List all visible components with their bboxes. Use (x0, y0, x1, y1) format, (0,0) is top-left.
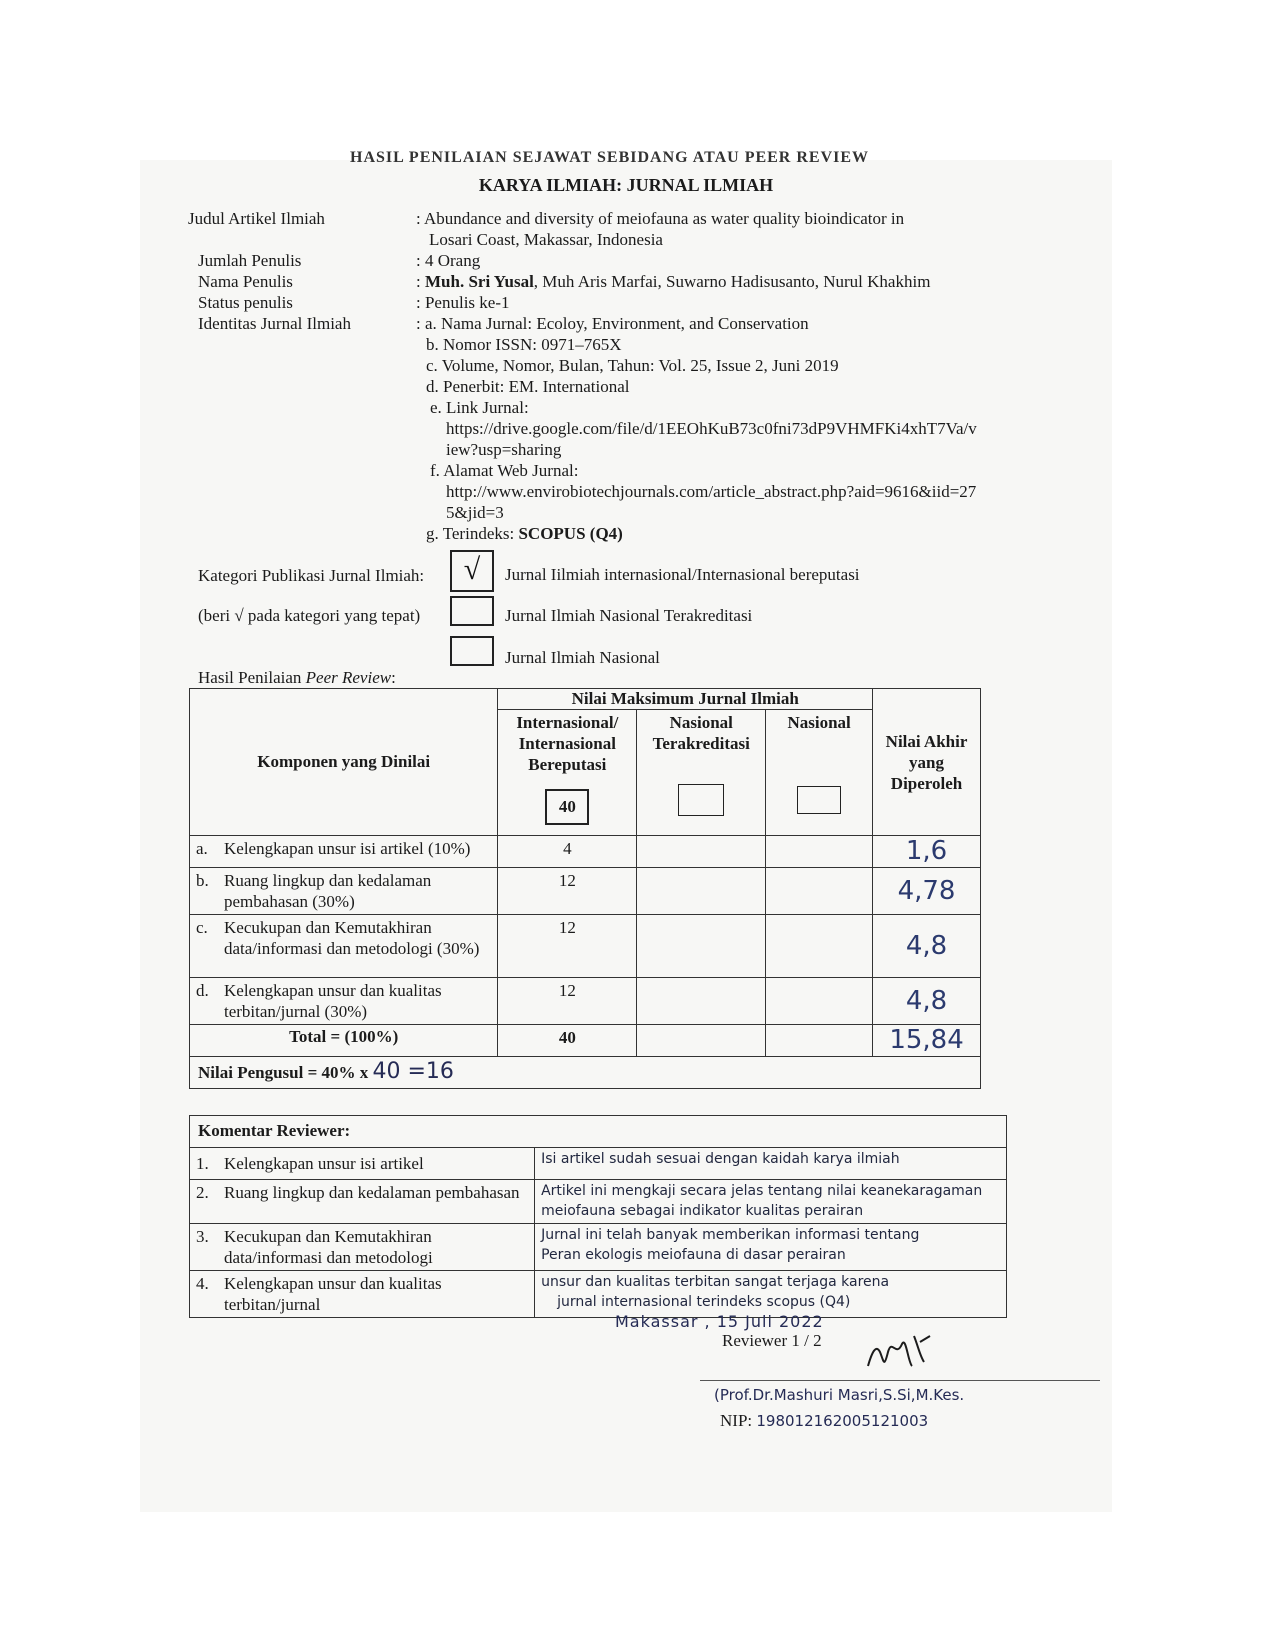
comment-table (189, 1115, 1007, 1318)
table-row: 4. Kelengkapan unsur dan kualitas terbitan/jurnal unsur dan kualitas terbitan sangat terjaga karena jurnal internasional terindeks scopus (Q4) (190, 1271, 1007, 1318)
col-natl-acc-label: Nasional Terakreditasi (652, 713, 750, 753)
col-max-header: Nilai Maksimum Jurnal Ilmiah (498, 689, 873, 710)
signature-line (700, 1380, 1100, 1381)
row-score: 4,8 (873, 978, 981, 1025)
row-max: 12 (498, 868, 637, 915)
intl-max-box: 40 (545, 789, 589, 825)
col-natl-acc-header (637, 710, 766, 836)
comment-text: Jurnal ini telah banyak memberikan informasi tentang (541, 1227, 920, 1243)
category-option-national: Jurnal Ilmiah Nasional (505, 648, 660, 667)
journal-link-label: e. Link Jurnal: (430, 398, 529, 417)
table-row: b. Ruang lingkup dan kedalaman pembahasan (30%) 12 4,78 (190, 868, 981, 915)
col-natl-label: Nasional (787, 713, 851, 732)
journal-link-url2: iew?usp=sharing (446, 440, 562, 459)
row-max: 12 (498, 915, 637, 978)
journal-volume: c. Volume, Nomor, Bulan, Tahun: Vol. 25, Issue 2, Juni 2019 (426, 356, 839, 375)
col-component-header: Komponen yang Dinilai (190, 689, 498, 836)
journal-issn: b. Nomor ISSN: 0971–765X (426, 335, 622, 354)
primary-author: Muh. Sri Yusal (424, 272, 534, 291)
peer-review-table (189, 688, 981, 1089)
table-row: c. Kecukupan dan Kemutakhiran data/informasi dan metodologi (30%) 12 4,8 (190, 915, 981, 978)
comment-text-line2: Peran ekologis meiofauna di dasar perairan (541, 1247, 846, 1263)
category-hint: (beri √ pada kategori yang tepat) (198, 606, 421, 625)
article-title-line2: Losari Coast, Makassar, Indonesia (429, 230, 663, 249)
journal-web-url2: 5&jid=3 (446, 503, 504, 522)
signature-icon (862, 1322, 942, 1382)
total-score: 15,84 (873, 1025, 981, 1057)
journal-name: : a. Nama Jurnal: Ecoloy, Environment, and Conservation (416, 314, 809, 333)
col-final-header: Nilai Akhir yang Diperoleh (873, 689, 981, 836)
category-checkbox-national-accredited[interactable] (450, 596, 494, 626)
col-natl-header (766, 710, 873, 836)
comment-text: Artikel ini mengkaji secara jelas tentang nilai keanekaragaman (541, 1183, 983, 1199)
category-label: Kategori Publikasi Jurnal Ilmiah: (198, 566, 425, 585)
col-intl-label: Internasional/ Internasional Bereputasi (516, 713, 619, 774)
comment-text: unsur dan kualitas terbitan sangat terjaga karena (541, 1274, 890, 1290)
total-row (190, 1025, 981, 1057)
journal-link-url1: https://drive.google.com/file/d/1EEOhKuB73c0fni73dP9VHMFKi4xhT7Va/v (446, 419, 977, 438)
reviewer-name: (Prof.Dr.Mashuri Masri,S.Si,M.Kes. (714, 1386, 965, 1404)
row-label: Ruang lingkup dan kedalaman pembahasan (30%) (224, 871, 432, 911)
comment-row-label: Ruang lingkup dan kedalaman pembahasan (224, 1183, 520, 1202)
row-score: 1,6 (873, 836, 981, 868)
comment-text-line2: jurnal internasional terindeks scopus (Q4) (557, 1294, 851, 1310)
nip-value: 198012162005121003 (756, 1412, 929, 1430)
index-value: SCOPUS (Q4) (518, 524, 623, 543)
pengusul-cell: Nilai Pengusul = 40% x 40 =16 (190, 1057, 981, 1089)
row-label: Kelengkapan unsur dan kualitas terbitan/jurnal (30%) (224, 981, 442, 1021)
peer-review-label: Hasil Penilaian Peer Review: (198, 668, 396, 687)
journal-web-label: f. Alamat Web Jurnal: (430, 461, 579, 480)
authors-count-label: Jumlah Penulis (198, 251, 302, 270)
col-intl-header (498, 710, 637, 836)
row-max: 4 (498, 836, 637, 868)
table-row: a. Kelengkapan unsur isi artikel (10%) 4 1,6 (190, 836, 981, 868)
category-option-national-accredited: Jurnal Ilmiah Nasional Terakreditasi (505, 606, 753, 625)
row-score: 4,8 (873, 915, 981, 978)
comment-row-label: Kecukupan dan Kemutakhiran data/informasi dan metodologi (224, 1227, 433, 1267)
natl-max-box (797, 786, 841, 814)
row-max: 12 (498, 978, 637, 1025)
authors-label: Nama Penulis (198, 272, 293, 291)
table-row: 2. Ruang lingkup dan kedalaman pembahasan Artikel ini mengkaji secara jelas tentang nilai keanekaragaman meiofauna sebagai indikator kualitas perairan (190, 1180, 1007, 1224)
journal-publisher: d. Penerbit: EM. International (426, 377, 630, 396)
journal-indexed: g. Terindeks: SCOPUS (Q4) (426, 524, 623, 543)
category-option-international: Jurnal Iilmiah internasional/Internasional bereputasi (505, 565, 860, 584)
comment-row-label: Kelengkapan unsur isi artikel (224, 1154, 424, 1173)
status-label: Status penulis (198, 293, 293, 312)
row-label: Kelengkapan unsur isi artikel (10%) (224, 839, 471, 858)
journal-label: Identitas Jurnal Ilmiah (198, 314, 351, 333)
cut-off-title: HASIL PENILAIAN SEJAWAT SEBIDANG ATAU PEER REVIEW (350, 149, 870, 166)
comment-text: Isi artikel sudah sesuai dengan kaidah karya ilmiah (541, 1151, 900, 1167)
table-row: d. Kelengkapan unsur dan kualitas terbitan/jurnal (30%) 12 4,8 (190, 978, 981, 1025)
natl-acc-max-box (678, 784, 724, 816)
reviewer-nip: NIP: 198012162005121003 (720, 1411, 929, 1430)
pengusul-row (190, 1057, 981, 1089)
comment-header: Komentar Reviewer: (190, 1116, 1007, 1148)
total-label: Total = (100%) (190, 1025, 498, 1057)
comment-row-label: Kelengkapan unsur dan kualitas terbitan/jurnal (224, 1274, 442, 1314)
pengusul-value: 40 =16 (372, 1059, 454, 1084)
authors-count-value: : 4 Orang (416, 251, 481, 270)
row-score: 4,78 (873, 868, 981, 915)
table-row: 1. Kelengkapan unsur isi artikel Isi artikel sudah sesuai dengan kaidah karya ilmiah (190, 1148, 1007, 1180)
journal-web-url1: http://www.envirobiotechjournals.com/article_abstract.php?aid=9616&iid=27 (446, 482, 977, 501)
comment-text-line2: meiofauna sebagai indikator kualitas perairan (541, 1203, 864, 1219)
total-max: 40 (498, 1025, 637, 1057)
article-title-line1: : Abundance and diversity of meiofauna as water quality bioindicator in (416, 209, 905, 228)
article-title-label: Judul Artikel Ilmiah (188, 209, 325, 228)
row-label: Kecukupan dan Kemutakhiran data/informasi dan metodologi (30%) (224, 918, 480, 958)
category-checkbox-national[interactable] (450, 636, 494, 666)
check-mark-icon: √ (463, 553, 481, 586)
page-title: KARYA ILMIAH: JURNAL ILMIAH (478, 175, 774, 195)
status-value: : Penulis ke-1 (416, 293, 510, 312)
table-row: 3. Kecukupan dan Kemutakhiran data/informasi dan metodologi Jurnal ini telah banyak memberikan informasi tentang Peran ekologis meiofauna di dasar perairan (190, 1224, 1007, 1271)
place-date: Makassar , 15 Juli 2022 (615, 1312, 824, 1331)
reviewer-label: Reviewer 1 / 2 (722, 1331, 822, 1350)
authors-value: : Muh. Sri Yusal, Muh Aris Marfai, Suwarno Hadisusanto, Nurul Khakhim (416, 272, 931, 291)
